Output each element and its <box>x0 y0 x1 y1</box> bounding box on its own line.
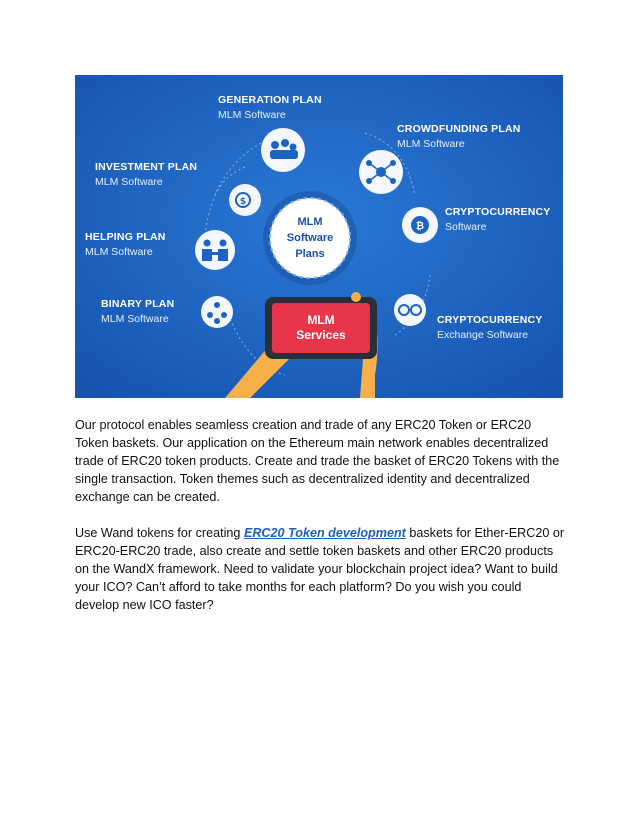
erc20-development-link[interactable]: ERC20 Token development <box>243 526 406 540</box>
paragraph-1: Our protocol enables seamless creation and trade of any ERC20 Token or ERC20 Token baskets. Our application on the Ethereum main network enables decentralized trade of ERC20 token products. Create and trade the basket of ERC20 Tokens with the single transaction. Token themes such as decentralized identity and decentralized exchange can be created. <box>75 418 560 504</box>
binary-tree-icon <box>201 296 233 328</box>
phone-line-1: MLM <box>307 313 335 327</box>
people-group-icon <box>261 128 305 172</box>
paragraph-2-after: baskets for Ether-ERC20 or ERC20-ERC20 trade, also create and settle token baskets and other ERC20 products on the WandX framework. Need to validate your blockchain project idea? Want to build your ICO? Can’t afford to take months for each platform? Do you wish you could develop new ICO faster? <box>75 526 565 612</box>
paragraph-2-before: Use Wand tokens for creating <box>75 526 244 540</box>
mlm-infographic <box>75 75 563 398</box>
coin-exchange-icon <box>394 294 426 326</box>
plan-sub-helping: MLM Software <box>85 246 153 258</box>
plan-sub-crowdfunding: MLM Software <box>397 138 465 150</box>
phone-line-2: Services <box>296 328 346 342</box>
svg-text:$: $ <box>239 197 247 207</box>
plan-sub-investment: MLM Software <box>95 176 163 188</box>
plan-sub-binary: MLM Software <box>101 313 169 325</box>
plan-title-helping: HELPING PLAN <box>85 231 166 243</box>
center-line-2: Software <box>286 232 334 244</box>
paragraph-2 <box>75 524 565 614</box>
plan-title-crypto-exchange: CRYPTOCURRENCY <box>437 314 543 326</box>
plan-sub-generation: MLM Software <box>218 109 286 121</box>
bitcoin-gear-icon <box>402 207 438 243</box>
plan-title-generation: GENERATION PLAN <box>218 94 322 106</box>
article-body <box>75 416 565 632</box>
plan-title-crowdfunding: CROWDFUNDING PLAN <box>397 123 521 135</box>
center-line-3: Plans <box>295 248 325 260</box>
network-hub-icon <box>359 150 403 194</box>
handshake-icon <box>195 230 235 270</box>
svg-text:₿: ₿ <box>415 221 425 232</box>
plan-sub-cryptocurrency: Software <box>445 221 487 233</box>
plan-title-cryptocurrency: CRYPTOCURRENCY <box>445 206 551 218</box>
plan-sub-crypto-exchange: Exchange Software <box>437 329 529 341</box>
plan-title-binary: BINARY PLAN <box>101 298 175 310</box>
plan-title-investment: INVESTMENT PLAN <box>95 161 198 173</box>
center-line-1: MLM <box>297 216 323 228</box>
dollar-coins-icon <box>229 184 261 216</box>
